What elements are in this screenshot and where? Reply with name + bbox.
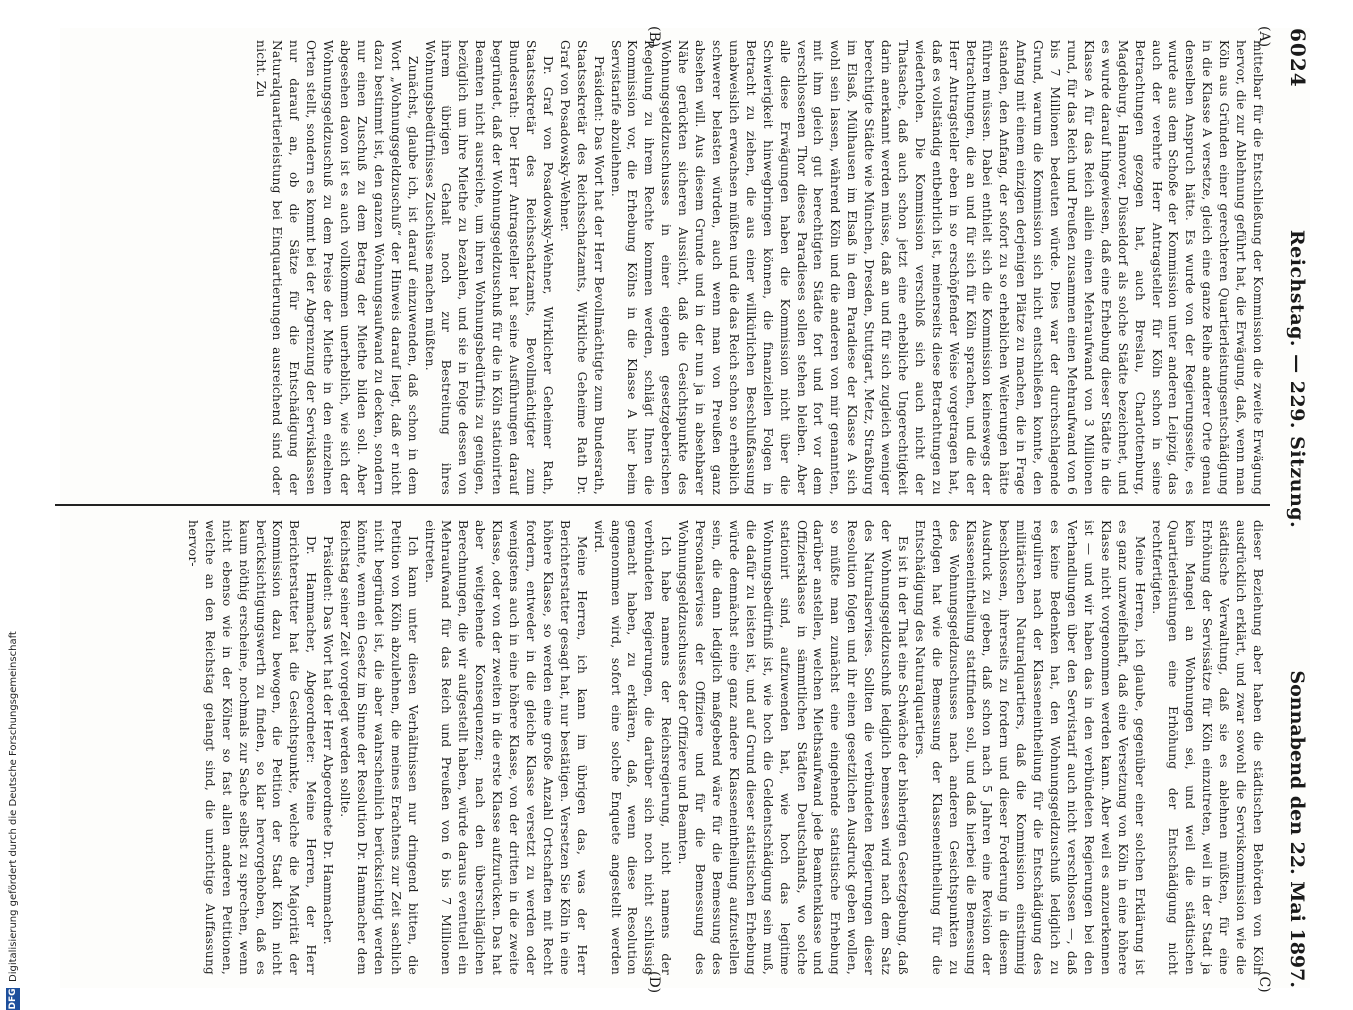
dfg-logo: DFG	[8, 988, 18, 1010]
footer-text: Digitalisierung gefördert durch die Deutsche Forschungsgemeinschaft	[7, 631, 19, 982]
marker-a: (A)	[1256, 26, 1272, 48]
paragraph: Präsident: Das Wort hat der Herr Abgeordnete Dr. Hammacher.	[321, 536, 336, 945]
paragraph: Meine Herren, ich kann im übrigen das, was der Herr Berichterstatter gesagt hat, nur bestätigen. Versetzen Sie Köln in eine höhere Klasse, so werden eine große Anzahl Ortschaften mit Recht fordern, entweder in die gleiche Klasse versetzt zu werden oder wenigstens auch in eine höhere Klasse, von der dritten in die zweite Klasse, oder von der zweiten in die erste Klasse aufzurücken. Das hat aber weitgehende Konsequenzen; nach den überschläglichen Berechnungen, die wir aufgestellt haben, würde daraus eventuell ein Mehraufwand für das Reich und Preußen von 6 bis 7 Millionen eintreten.	[422, 520, 589, 975]
paragraph: Präsident: Das Wort hat der Herr Bevollmächtigte zum Bundesrath, Staatssekretär des Reichsschatzamts, Wirkliche Geheime Rath Dr. Graf von Posadowsky-Wehner.	[557, 40, 606, 495]
marker-d: (D)	[646, 971, 662, 994]
right-column	[66, 520, 1266, 975]
marker-b: (B)	[646, 26, 662, 48]
marker-c: (C)	[1256, 971, 1272, 993]
paragraph: mittelbar für die Entschließung der Kommission die zweite Erwägung hervor, die zur Ablehnung geführt hat, die Erwägung, daß, wenn man Köln aus Gründen einer gerechteren Quartierleistungsentschädigung in die Klasse A versetze, gleich eine ganze Reihe anderer Orte genau denselben Anspruch hätte. Es wurde von der Regierungsseite, es wurde aus dem Schoße der Kommission unter anderen Leipzig, das auch der verehrte Herr Antragsteller für Köln schon in seine Betrachtungen gezogen hat, auch Breslau, Charlottenburg, Magdeburg, Hannover, Düsseldorf als solche Städte bezeichnet, und es wurde darauf hingewiesen, daß eine Erhebung dieser Städte in die Klasse A für das Reich allein einen Mehraufwand von 3 Millionen rund, für das Reich und Preußen zusammen einen Mehraufwand von 6 bis 7 Millionen bedeuten würde. Dies war der durchschlagende Grund, warum die Kommission sich nicht entschließen konnte, den Anfang mit einem einzigen derjenigen Plätze zu machen, die in Frage standen, den Anfang, der sofort zu so erheblichen Weiterungen hätte führen müssen. Dabei enthielt sich die Kommission keineswegs der Betrachtungen, die an und für sich für Köln sprachen, und die der Herr Antragsteller eben in so erschöpfender Weise vorgetragen hat, daß es vollständig entbehrlich ist, meinerseits diese Betrachtungen zu wiederholen. Die Kommission verschloß sich auch nicht der Thatsache, daß auch schon jetzt eine erhebliche Ungerechtigkeit darin anerkannt werden müsse, daß an und für sich zugleich weniger berechtigte Städte wie München, Dresden, Stuttgart, Metz, Straßburg im Elsaß, Mülhausen im Elsaß in dem Paradiese der Klasse A sich wohl sein lassen, während Köln und die anderen von mir genannten, mit ihm gleich gut berechtigten Städte fort und fort vor dem verschlossenen Thor dieses Paradieses sollen stehen bleiben. Aber alle diese Erwägungen haben die Kommission nicht über die Schwierigkeit hinwegbringen können, die finanziellen Folgen in Betracht zu ziehen, die aus einer willkürlichen Beschlußfassung unabweislich erwachsen müßten und die das Reich schon so erheblich schwerer belasten würden, auch wenn man von Preußen ganz absehen will. Aus diesem Grunde und in der nun ja in absehbarer Nähe gerückten sicheren Aussicht, daß die Gesichtspunkte des Wohnungsgeldzuschusses in einer eigenen gesetzgeberischen Regelung zu ihrem Rechte kommen werden, schlägt Ihnen die Kommission vor, die Erhebung Kölns in die Klasse A hier beim Servistarife abzulehnen.	[608, 40, 1265, 495]
rotated-page	[60, 26, 1310, 994]
paragraph: Zunächst, glaube ich, ist darauf einzuwenden, daß schon in dem Wort „Wohnungsgeldzuschuß“ der Hinweis darauf liegt, daß er nicht dazu bestimmt ist, den ganzen Wohnungsaufwand zu decken, sondern nur einen Zuschuß zu dem Betrag der Miethe bilden soll. Aber abgesehen davon ist es auch vollkommen unerheblich, wie sich der Wohnungsgeldzuschuß zu dem Preise der Miethe in den einzelnen Orten stellt, sondern es kommt bei der Abgrenzung der Servisklassen nur darauf an, ob die Sätze für die Entschädigung der Naturalquartierleistung bei Einquartierungen ausreichend sind oder nicht. Zu	[253, 40, 420, 495]
paragraph: Meine Herren, ich glaube, gegenüber einer solchen Erklärung ist es ganz unzweifelhaft, daß eine Versetzung von Köln in eine höhere Klasse nicht vorgenommen werden kann. Aber weil es anzuerkennen ist — und wir haben das in den verbündeten Regierungen bei den Verhandlungen über den Servistarif auch nicht verschlossen —, daß es keine Bedenken hat, den Wohnungsgeldzuschuß lediglich zu reguliren nach der Klasseneintheilung für die Entschädigung des militärischen Naturalquartiers, daß die Kommission einstimmig beschlossen, ihrerseits zu fordern und dieser Forderung in diesem Ausdruck zu geben, daß schon nach 5 Jahren eine Revision der Klasseneintheilung stattfinden soll, und daß hierbei die Bemessung des Wohnungsgeldzuschusses nach anderen Gesichtspunkten zu erfolgen hat wie die Bemessung der Klasseneintheilung für die Entschädigung des Naturalquartiers.	[912, 520, 1147, 975]
page-number: 6024	[1286, 28, 1310, 88]
column-divider	[55, 504, 1270, 506]
header-date: Sonnabend den 22. Mai 1897.	[1286, 670, 1308, 988]
header-title: Reichstag. — 229. Sitzung.	[1286, 229, 1308, 529]
paragraph: dieser Beziehung aber haben die städtischen Behörden von Köln ausdrücklich erklärt, und zwar sowohl die Serviskommission wie die städtische Verwaltung, daß sie es ablehnen müßten, für eine Erhöhung der Servissätze für Köln einzutreten, weil in der Stadt ja kein Mangel an Wohnungen sei, und weil die städtischen Quartierleistungen eine Erhöhung der Entschädigung nicht rechtfertigten.	[1149, 520, 1265, 975]
page-header	[1274, 28, 1310, 988]
paragraph: Ich habe namens der Reichsregierung, nicht namens der verbündeten Regierungen, die darüber sich noch nicht schlüssig gemacht haben, zu erklären, daß, wenn diese Resolution angenommen wird, sofort eine solche Enquete angestellt werden wird.	[591, 520, 674, 975]
paragraph: Ich kann unter diesen Verhältnissen nur dringend bitten, die Petition von Köln abzulehnen, die meines Erachtens zur Zeit sachlich nicht begründet ist, die aber wahrscheinlich berücksichtigt werden könnte, wenn ein Gesetz im Sinne der Resolution Dr. Hammacher dem Reichstag seiner Zeit vorgelegt werden sollte.	[338, 520, 420, 975]
paragraph: Dr. Hammacher, Abgeordneter: Meine Herren, der Herr Berichterstatter hat die Gesichtspunkte, welche die Majorität der Kommission dazu bewogen, die Petition der Stadt Köln nicht berücksichtigungswerth zu finden, so klar hervorgehoben, daß es kaum nöthig erscheine, nochmals zur Sache selbst zu sprechen, wenn nicht ebenso wie in der Kölner so fast allen anderen Petitionen, welche an den Reichstag gelangt sind, die unrichtige Auffassung hervor-	[185, 520, 319, 975]
paragraph: Dr. Graf von Posadowsky-Wehner, Wirklicher Geheimer Rath, Staatssekretär des Reichsschatzamts, Bevollmächtigter zum Bundesrath: Der Herr Antragsteller hat seine Ausführungen darauf begründet, daß der Wohnungsgeldzuschuß für die in Köln stationirten Beamten nicht ausreiche, um ihren Wohnungsbedürfnis zu genügen, bezüglich um ihre Miethe zu bezahlen, und sie in Folge dessen von ihrem übrigen Gehalt noch zur Bestreitung ihres Wohnungsbedürfnisses Zuschüsse machen müßten.	[422, 40, 555, 495]
left-column	[66, 40, 1266, 495]
digitization-footer	[2, 20, 24, 1010]
paragraph: Es ist in der That eine Schwäche der bisherigen Gesetzgebung, daß der Wohnungsgeldzuschuß lediglich bemessen wird nach dem Satz des Naturalservises. Sollten die verbündeten Regierungen dieser Resolution folgen und ihr einen gesetzlichen Ausdruck geben wollen, so müßte man zunächst eine eingehende statistische Erhebung darüber anstellen, welchen Miethsaufwand jede Beamtenklasse und Offiziersklasse in sämmtlichen Städten Deutschlands, wo solche stationirt sind, aufzuwenden hat, wie hoch das legitime Wohnungsbedürfniß ist, wie hoch die Geldentschädigung sein muß, die dafür zu leisten ist, und auf Grund dieser statistischen Erhebung würde demnächst eine ganz andere Klasseneintheilung aufzustellen sein, die dann lediglich maßgebend wäre für die Bemessung des Personalservises der Offiziere und für die Bemessung des Wohnungsgeldzuschusses der Offiziere und Beamten.	[676, 520, 910, 975]
